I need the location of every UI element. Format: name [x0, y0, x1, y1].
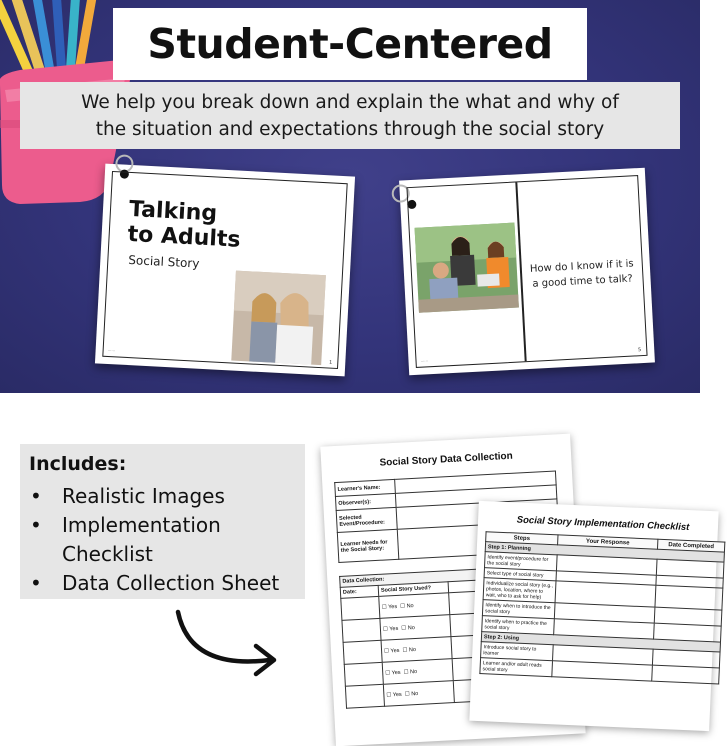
card-title-line-2: to Adults — [127, 221, 242, 253]
col-date: Date: — [340, 585, 379, 598]
step-item: Introduce social story to learner — [481, 642, 554, 661]
card-title — [127, 197, 242, 253]
step-item: Identify when to practice the social story — [482, 616, 555, 635]
yes-checkbox: ☐ Yes — [383, 647, 400, 655]
card-footer-credit: ······ — [107, 347, 116, 354]
includes-item — [30, 511, 300, 569]
no-checkbox: ☐ No — [401, 624, 415, 632]
field-label: Selected Event/Procedure: — [336, 507, 397, 532]
subtitle-box — [20, 82, 680, 149]
col-steps: Steps — [486, 532, 558, 545]
card-border — [102, 171, 347, 369]
bullet-icon: • — [30, 484, 42, 508]
checklist-table — [479, 531, 725, 684]
step-item: Individualize social story (e.g., photos, location, where to wait, who to ask for help) — [483, 578, 556, 603]
col-response: Your Response — [558, 535, 658, 549]
title-box — [113, 8, 587, 80]
yes-checkbox: ☐ Yes — [385, 669, 401, 677]
subtitle-line-1: We help you break down and explain the what and why of — [81, 91, 619, 113]
yes-checkbox: ☐ Yes — [381, 603, 398, 611]
curved-arrow-icon — [170, 600, 290, 690]
social-story-card-page — [399, 168, 655, 376]
adult-and-child-photo — [231, 271, 326, 366]
step-item: Learner and/or adult reads social story — [480, 658, 553, 677]
implementation-checklist-sheet — [469, 501, 718, 731]
card-subtitle: Social Story — [128, 252, 200, 271]
no-checkbox: ☐ No — [404, 690, 419, 698]
includes-item — [30, 482, 300, 511]
includes-title: Includes: — [29, 453, 127, 475]
card-page-number: 1 — [328, 359, 333, 366]
no-checkbox: ☐ No — [400, 602, 414, 610]
card-page-number: 5 — [637, 347, 642, 354]
bullet-icon: • — [30, 571, 42, 595]
includes-item-label: Realistic Images — [62, 484, 225, 508]
col-used: Social Story Used? — [378, 582, 448, 597]
step-heading: Step 2: Using — [481, 632, 720, 652]
bullet-icon: • — [30, 513, 42, 537]
social-story-card-cover — [95, 164, 355, 377]
step-item: Identify event/procedure for the social story — [485, 552, 558, 571]
includes-item-label: Data Collection Sheet — [62, 571, 280, 595]
card-border — [406, 175, 647, 368]
section-label: Data Collection: — [340, 565, 561, 588]
card-title-line-1: Talking — [128, 196, 218, 227]
no-checkbox: ☐ No — [403, 668, 418, 676]
page-title: Student-Centered — [147, 20, 553, 68]
includes-list — [30, 482, 300, 598]
step-heading: Step 1: Planning — [485, 542, 724, 562]
includes-item — [30, 569, 300, 598]
checklist-sheet-title: Social Story Implementation Checklist — [516, 514, 690, 534]
field-label: Observer(s): — [335, 493, 396, 510]
includes-box — [20, 444, 305, 599]
card-question-text: How do I know if it is a good time to talk? — [529, 258, 634, 290]
field-label: Learner Needs for the Social Story: — [337, 529, 398, 562]
step-item: Select type of social story — [484, 568, 556, 581]
yes-checkbox: ☐ Yes — [386, 691, 402, 699]
includes-item-label: Implementation Checklist — [62, 513, 221, 566]
subtitle-line-2: the situation and expectations through the social story — [95, 118, 605, 140]
no-checkbox: ☐ No — [402, 646, 417, 654]
card-footer-credit: ······ — [420, 358, 429, 364]
yes-checkbox: ☐ Yes — [382, 625, 399, 633]
col-date-completed: Date Completed — [657, 539, 724, 552]
step-item: Identify when to introduce the social story — [482, 600, 555, 619]
field-label: Learner's Name: — [335, 479, 396, 496]
adults-talking-photo — [415, 223, 519, 313]
data-sheet-title: Social Story Data Collection — [379, 450, 514, 469]
